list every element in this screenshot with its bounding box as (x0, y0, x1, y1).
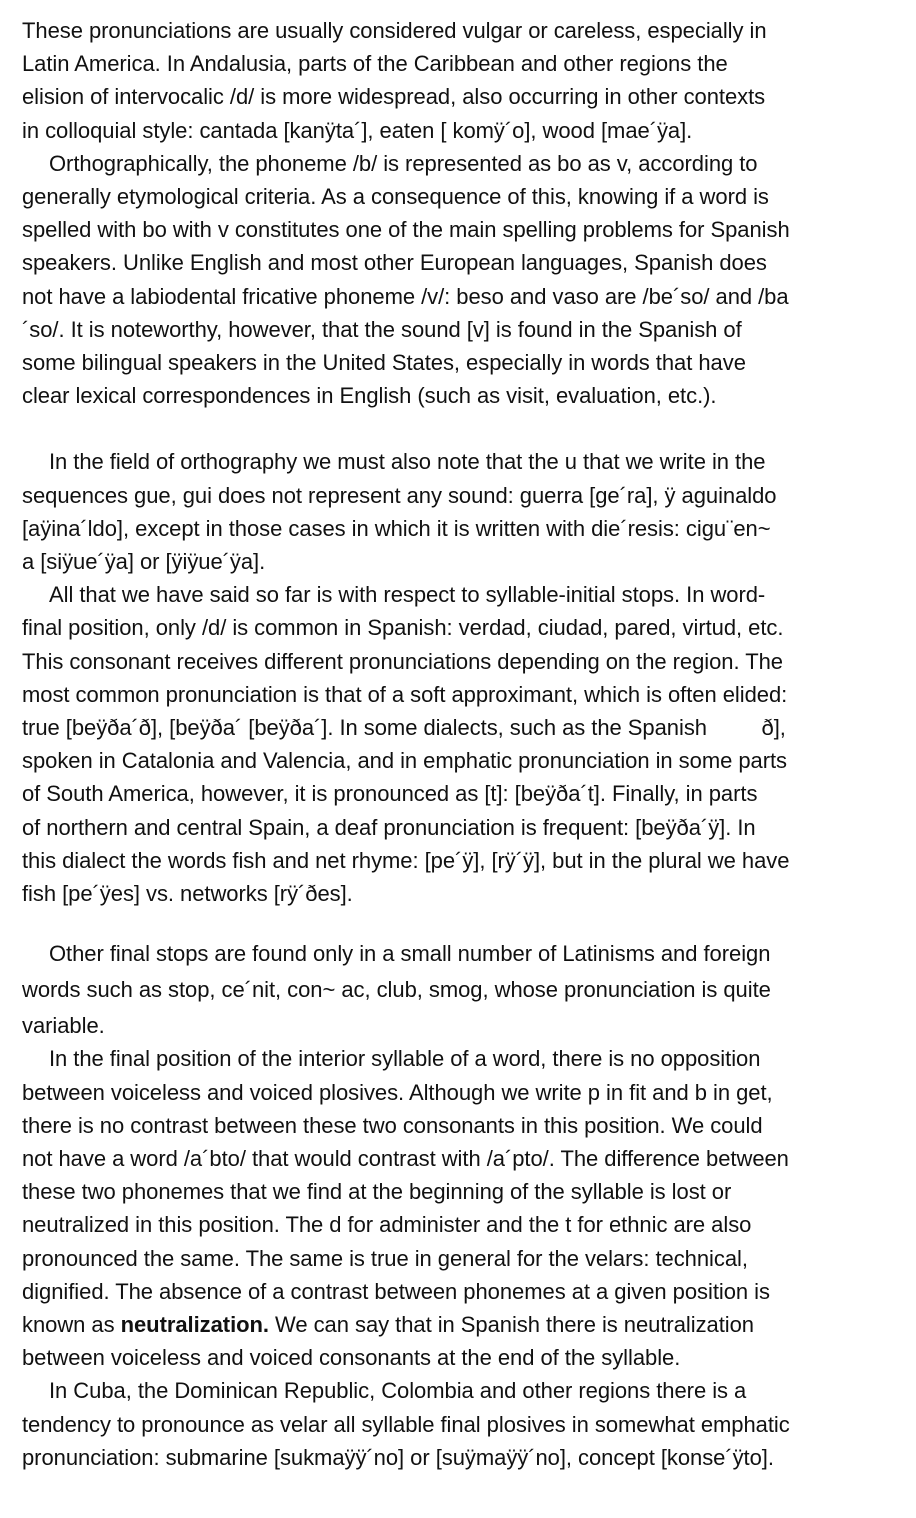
text-line: fish [pe´ÿes] vs. networks [rÿ´ðes]. (22, 880, 353, 906)
text-line: not have a labiodental fricative phoneme /v/: beso and vaso are /be´so/ and /ba (22, 283, 789, 309)
text-line: Latin America. In Andalusia, parts of the Caribbean and other regions the (22, 51, 728, 77)
neutralization-term: neutralization. (120, 1311, 269, 1337)
text-line: spelled with bo with v constitutes one of the main spelling problems for Spanish (22, 217, 790, 243)
text-fragment: known as (22, 1311, 121, 1337)
text-line: tendency to pronounce as velar all syllable final plosives in somewhat emphatic (22, 1411, 790, 1437)
paragraph-spacer (22, 910, 894, 937)
text-line: [aÿina´ldo], except in those cases in which it is written with die´resis: cigu¨en~ (22, 515, 771, 541)
paragraph-spacer (22, 412, 894, 445)
text-fragment: We can say that in Spanish there is neutralization (268, 1311, 754, 1337)
text-line: These pronunciations are usually considered vulgar or careless, especially in (22, 18, 767, 43)
text-line: these two phonemes that we find at the beginning of the syllable is lost or (22, 1179, 732, 1205)
text-line: between voiceless and voiced plosives. Although we write p in fit and b in get, (22, 1079, 773, 1105)
paragraph-2 (22, 147, 894, 413)
text-line: All that we have said so far is with respect to syllable-initial stops. In word- (49, 582, 766, 608)
paragraph-7 (22, 1374, 894, 1474)
text-line: Orthographically, the phoneme /b/ is represented as bo as v, according to (49, 150, 758, 176)
text-line: not have a word /a´bto/ that would contrast with /a´pto/. The difference between (22, 1146, 789, 1171)
text-line: most common pronunciation is that of a soft approximant, which is often elided: (22, 681, 788, 707)
text-line: elision of intervocalic /d/ is more widespread, also occurring in other contexts (22, 84, 766, 110)
text-line: in colloquial style: cantada [kanÿta´], eaten [ komÿ´o], wood [mae´ÿa]. (22, 117, 693, 143)
paragraph-5 (22, 937, 894, 1042)
text-line: In Cuba, the Dominican Republic, Colombia and other regions there is a (49, 1378, 747, 1404)
text-line: final position, only /d/ is common in Spanish: verdad, ciudad, pared, virtud, etc. (22, 615, 784, 641)
text-line: spoken in Catalonia and Valencia, and in emphatic pronunciation in some parts (22, 748, 788, 774)
text-line: there is no contrast between these two consonants in this position. We could (22, 1112, 763, 1138)
text-line: pronunciation: submarine [sukmaÿÿ´no] or [suÿmaÿÿ´no], concept [konse´ÿto]. (22, 1444, 774, 1470)
text-line: between voiceless and voiced consonants at the end of the syllable. (22, 1345, 681, 1371)
text-line: a [siÿue´ÿa] or [ÿiÿue´ÿa]. (22, 549, 266, 574)
text-line: pronounced the same. The same is true in general for the velars: technical, (22, 1245, 748, 1271)
text-line: In the final position of the interior syllable of a word, there is no opposition (49, 1046, 761, 1072)
text-line: neutralized in this position. The d for administer and the t for ethnic are also (22, 1212, 752, 1238)
text-line: dignified. The absence of a contrast between phonemes at a given position is (22, 1278, 770, 1304)
text-line: some bilingual speakers in the United States, especially in words that have (22, 349, 746, 375)
document-page (22, 14, 894, 1474)
text-line: words such as stop, ce´nit, con~ ac, club, smog, whose pronunciation is quite (22, 977, 771, 1003)
paragraph-6 (22, 1042, 894, 1374)
text-line: sequences gue, gui does not represent any sound: guerra [ge´ra], ÿ aguinaldo (22, 482, 777, 508)
text-line: of northern and central Spain, a deaf pronunciation is frequent: [beÿða´ÿ]. In (22, 814, 756, 840)
text-line-with-term (22, 1308, 894, 1341)
paragraph-4 (22, 578, 894, 910)
text-line: true [beÿða´ð], [beÿða´ [beÿða´]. In some dialects, such as the Spanish ð], (22, 714, 786, 740)
text-line: Other final stops are found only in a small number of Latinisms and foreign (49, 941, 771, 967)
text-line: this dialect the words fish and net rhyme: [pe´ÿ], [rÿ´ÿ], but in the plural we have (22, 847, 790, 873)
text-line: of South America, however, it is pronounced as [t]: [beÿða´t]. Finally, in parts (22, 781, 758, 807)
paragraph-3 (22, 445, 894, 578)
text-line: This consonant receives different pronunciations depending on the region. The (22, 648, 783, 674)
text-line: generally etymological criteria. As a consequence of this, knowing if a word is (22, 183, 769, 209)
text-line: ´so/. It is noteworthy, however, that the sound [v] is found in the Spanish of (22, 316, 742, 342)
text-line: clear lexical correspondences in English (such as visit, evaluation, etc.). (22, 383, 717, 409)
text-line: In the field of orthography we must also note that the u that we write in the (49, 449, 766, 475)
text-line: speakers. Unlike English and most other European languages, Spanish does (22, 250, 767, 276)
paragraph-1 (22, 14, 894, 147)
text-line: variable. (22, 1013, 105, 1039)
